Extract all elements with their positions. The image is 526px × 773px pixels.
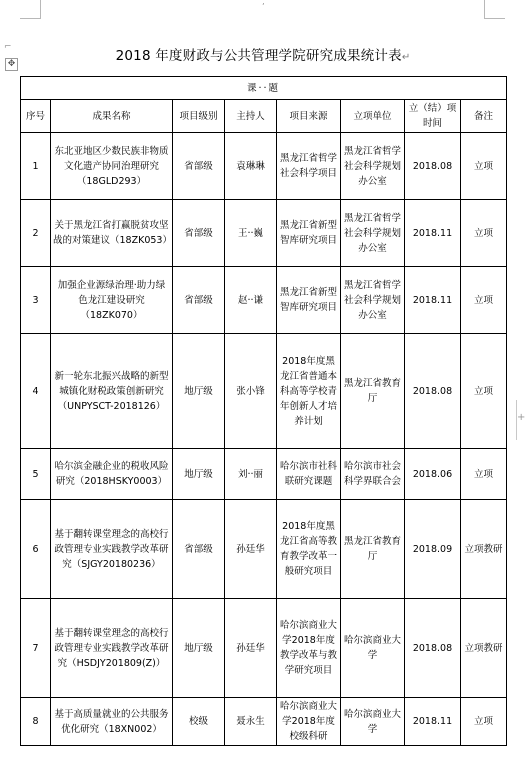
cell-no: 6	[21, 500, 51, 599]
cell-note: 立项	[461, 449, 507, 500]
header-date: 立（结）项时间	[405, 100, 461, 133]
cursor-mark-icon: ʼ	[262, 2, 265, 11]
cell-source: 2018年度黑龙江省普通本科高等学校青年创新人才培养计划	[277, 334, 341, 449]
cell-name: 基于高质量就业的公共服务优化研究（18XN002）	[51, 698, 173, 746]
table-row	[21, 599, 507, 698]
section-row	[21, 77, 507, 100]
cell-note: 立项	[461, 200, 507, 267]
cell-date: 2018.11	[405, 698, 461, 746]
table-move-handle-icon[interactable]: ✥	[5, 58, 18, 71]
cell-name: 基于翻转课堂理念的高校行政管理专业实践教学改革研究（HSDJY201809(Z)）	[51, 599, 173, 698]
crop-mark-top-right	[484, 0, 505, 19]
cell-unit: 黑龙江省教育厅	[341, 334, 405, 449]
page-title	[20, 44, 506, 64]
cell-name: 加强企业源绿治理·助力绿色龙江建设研究（18ZK070）	[51, 267, 173, 334]
cell-note: 立项	[461, 133, 507, 200]
header-unit: 立项单位	[341, 100, 405, 133]
cell-host: 王··巍	[225, 200, 277, 267]
cell-source: 黑龙江省新型智库研究项目	[277, 267, 341, 334]
cell-no: 8	[21, 698, 51, 746]
cell-level: 省部级	[173, 500, 225, 599]
cell-level: 地厅级	[173, 599, 225, 698]
cell-level: 校级	[173, 698, 225, 746]
cell-source: 2018年度黑龙江省高等教育教学改革一般研究项目	[277, 500, 341, 599]
cell-host: 袁琳琳	[225, 133, 277, 200]
header-row	[21, 100, 507, 133]
cell-unit: 哈尔滨商业大学	[341, 698, 405, 746]
header-no: 序号	[21, 100, 51, 133]
cell-source: 黑龙江省新型智库研究项目	[277, 200, 341, 267]
results-table	[20, 76, 507, 746]
cell-no: 3	[21, 267, 51, 334]
cell-level: 地厅级	[173, 449, 225, 500]
cell-level: 省部级	[173, 200, 225, 267]
cell-no: 7	[21, 599, 51, 698]
table-row	[21, 200, 507, 267]
table-row	[21, 133, 507, 200]
table-body	[21, 133, 507, 746]
header-note: 备注	[461, 100, 507, 133]
cell-date: 2018.11	[405, 200, 461, 267]
cell-date: 2018.08	[405, 599, 461, 698]
add-column-icon[interactable]: +	[517, 412, 526, 423]
cell-host: 刘··丽	[225, 449, 277, 500]
header-host: 主持人	[225, 100, 277, 133]
table-row	[21, 500, 507, 599]
cell-name: 哈尔滨金融企业的税收风险研究（2018HSKY0003）	[51, 449, 173, 500]
cell-date: 2018.11	[405, 267, 461, 334]
cell-unit: 哈尔滨市社会科学界联合会	[341, 449, 405, 500]
cell-date: 2018.08	[405, 334, 461, 449]
cell-host: 张小锋	[225, 334, 277, 449]
cell-date: 2018.09	[405, 500, 461, 599]
header-source: 项目来源	[277, 100, 341, 133]
cell-level: 省部级	[173, 133, 225, 200]
cell-source: 黑龙江省哲学社会科学项目	[277, 133, 341, 200]
cell-source: 哈尔滨市社科联研究课题	[277, 449, 341, 500]
cell-name: 基于翻转课堂理念的高校行政管理专业实践教学改革研究（SJGY20180236）	[51, 500, 173, 599]
cell-no: 2	[21, 200, 51, 267]
cell-name: 新一轮东北振兴战略的新型城镇化财税政策创新研究（UNPYSCT-2018126）	[51, 334, 173, 449]
cell-note: 立项教研	[461, 599, 507, 698]
cell-host: 聂永生	[225, 698, 277, 746]
cell-note: 立项	[461, 698, 507, 746]
table-row	[21, 334, 507, 449]
cell-source: 哈尔滨商业大学2018年度教学改革与教学研究项目	[277, 599, 341, 698]
cell-date: 2018.06	[405, 449, 461, 500]
cell-host: 孙廷华	[225, 500, 277, 599]
section-label: 课··题	[21, 77, 507, 100]
table-row	[21, 449, 507, 500]
cell-unit: 黑龙江省教育厅	[341, 500, 405, 599]
cell-source: 哈尔滨商业大学2018年度校级科研	[277, 698, 341, 746]
cell-no: 5	[21, 449, 51, 500]
cell-level: 地厅级	[173, 334, 225, 449]
cell-unit: 黑龙江省哲学社会科学规划办公室	[341, 133, 405, 200]
margin-tick-icon: ⌐	[4, 42, 12, 52]
cell-unit: 哈尔滨商业大学	[341, 599, 405, 698]
cell-note: 立项教研	[461, 500, 507, 599]
cell-name: 关于黑龙江省打赢脱贫攻坚战的对策建议（18ZK053）	[51, 200, 173, 267]
table-row	[21, 267, 507, 334]
paragraph-mark-icon: ↵	[401, 52, 411, 63]
table-row	[21, 698, 507, 746]
cell-name: 东北亚地区少数民族非物质文化遗产协同治理研究（18GLD293）	[51, 133, 173, 200]
cell-unit: 黑龙江省哲学社会科学规划办公室	[341, 267, 405, 334]
cell-note: 立项	[461, 334, 507, 449]
header-level: 项目级别	[173, 100, 225, 133]
crop-mark-top-left	[20, 0, 41, 19]
title-text: 2018 年度财政与公共管理学院研究成果统计表	[115, 48, 402, 64]
cell-date: 2018.08	[405, 133, 461, 200]
cell-host: 赵··谦	[225, 267, 277, 334]
cell-no: 1	[21, 133, 51, 200]
cell-level: 省部级	[173, 267, 225, 334]
header-name: 成果名称	[51, 100, 173, 133]
cell-host: 孙廷华	[225, 599, 277, 698]
cell-note: 立项	[461, 267, 507, 334]
cell-no: 4	[21, 334, 51, 449]
cell-unit: 黑龙江省哲学社会科学规划办公室	[341, 200, 405, 267]
